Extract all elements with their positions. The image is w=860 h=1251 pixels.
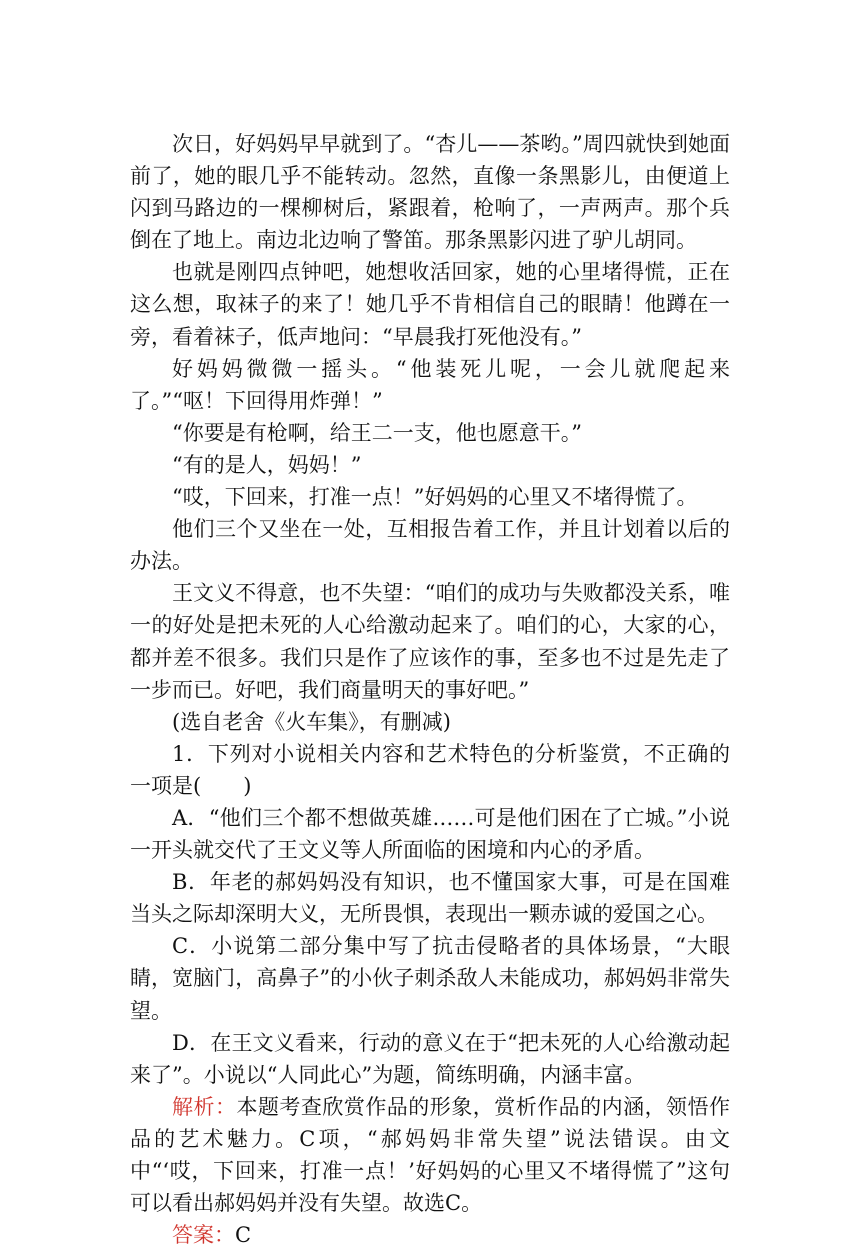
- paragraph-8: 王文义不得意，也不失望：“咱们的成功与失败都没关系，唯一的好处是把未死的人心给激动起来了。咱们的心，大家的心，都并差不很多。我们只是作了应该作的事，至多也不过是先走了一步而已。好吧，我们商量明天的事好吧。”: [130, 581, 730, 702]
- paragraph-2: 也就是刚四点钟吧，她想收活回家，她的心里堵得慌，正在这么想，取袜子的来了！她几乎不肯相信自己的眼睛！他蹲在一旁，看着袜子，低声地问：“早晨我打死他没有。”: [130, 260, 730, 349]
- source-citation: (选自老舍《火车集》，有删减): [172, 709, 451, 734]
- paragraph-6: “哎，下回来，打准一点！”好妈妈的心里又不堵得慌了。: [172, 485, 698, 510]
- answer-text: C: [235, 1223, 252, 1248]
- paragraph-4: “你要是有枪啊，给王二一支，他也愿意干。”: [172, 420, 582, 445]
- answer-block: [130, 1219, 730, 1251]
- option-c: C．小说第二部分集中写了抗击侵略者的具体场景，“大眼睛，宽脑门，高鼻子”的小伙子刺杀敌人未能成功，郝妈妈非常失望。: [130, 934, 730, 1023]
- analysis-label: 解析：: [172, 1094, 237, 1119]
- option-d: D．在王文义看来，行动的意义在于“把未死的人心给激动起来了”。小说以“人同此心”为题，简练明确，内涵丰富。: [130, 1030, 730, 1087]
- paragraph-3: 好妈妈微微一摇头。“他装死儿呢，一会儿就爬起来了。”“呕！下回得用炸弹！”: [130, 356, 730, 413]
- analysis-block: [130, 1091, 730, 1219]
- paragraph-5: “有的是人，妈妈！”: [172, 452, 362, 477]
- option-a: A．“他们三个都不想做英雄……可是他们困在了亡城。”小说一开头就交代了王文义等人所面临的困境和内心的矛盾。: [130, 805, 730, 863]
- answer-label: 答案：: [172, 1223, 235, 1248]
- analysis-text: 本题考查欣赏作品的形象，赏析作品的内涵，领悟作品的艺术魅力。C项，“郝妈妈非常失望”说法错误。由文中“‘哎，下回来，打准一点！’好妈妈的心里又不堵得慌了”这句可以看出郝妈妈并没有失望。故选C。: [130, 1094, 731, 1216]
- option-b: B．年老的郝妈妈没有知识，也不懂国家大事，可是在国难当头之际却深明大义，无所畏惧，表现出一颗赤诚的爱国之心。: [130, 870, 730, 927]
- paragraph-1: 次日，好妈妈早早就到了。“杏儿——茶哟。”周四就快到她面前了，她的眼几乎不能转动。忽然，直像一条黑影儿，由便道上闪到马路边的一棵柳树后，紧跟着，枪响了，一声两声。那个兵倒在了地上。南边北边响了警笛。那条黑影闪进了驴儿胡同。: [130, 132, 730, 253]
- document-page: [130, 128, 730, 1251]
- paragraph-7: 他们三个又坐在一处，互相报告着工作，并且计划着以后的办法。: [130, 517, 730, 574]
- question-stem: 1．下列对小说相关内容和艺术特色的分析鉴赏，不正确的一项是( ): [130, 741, 730, 798]
